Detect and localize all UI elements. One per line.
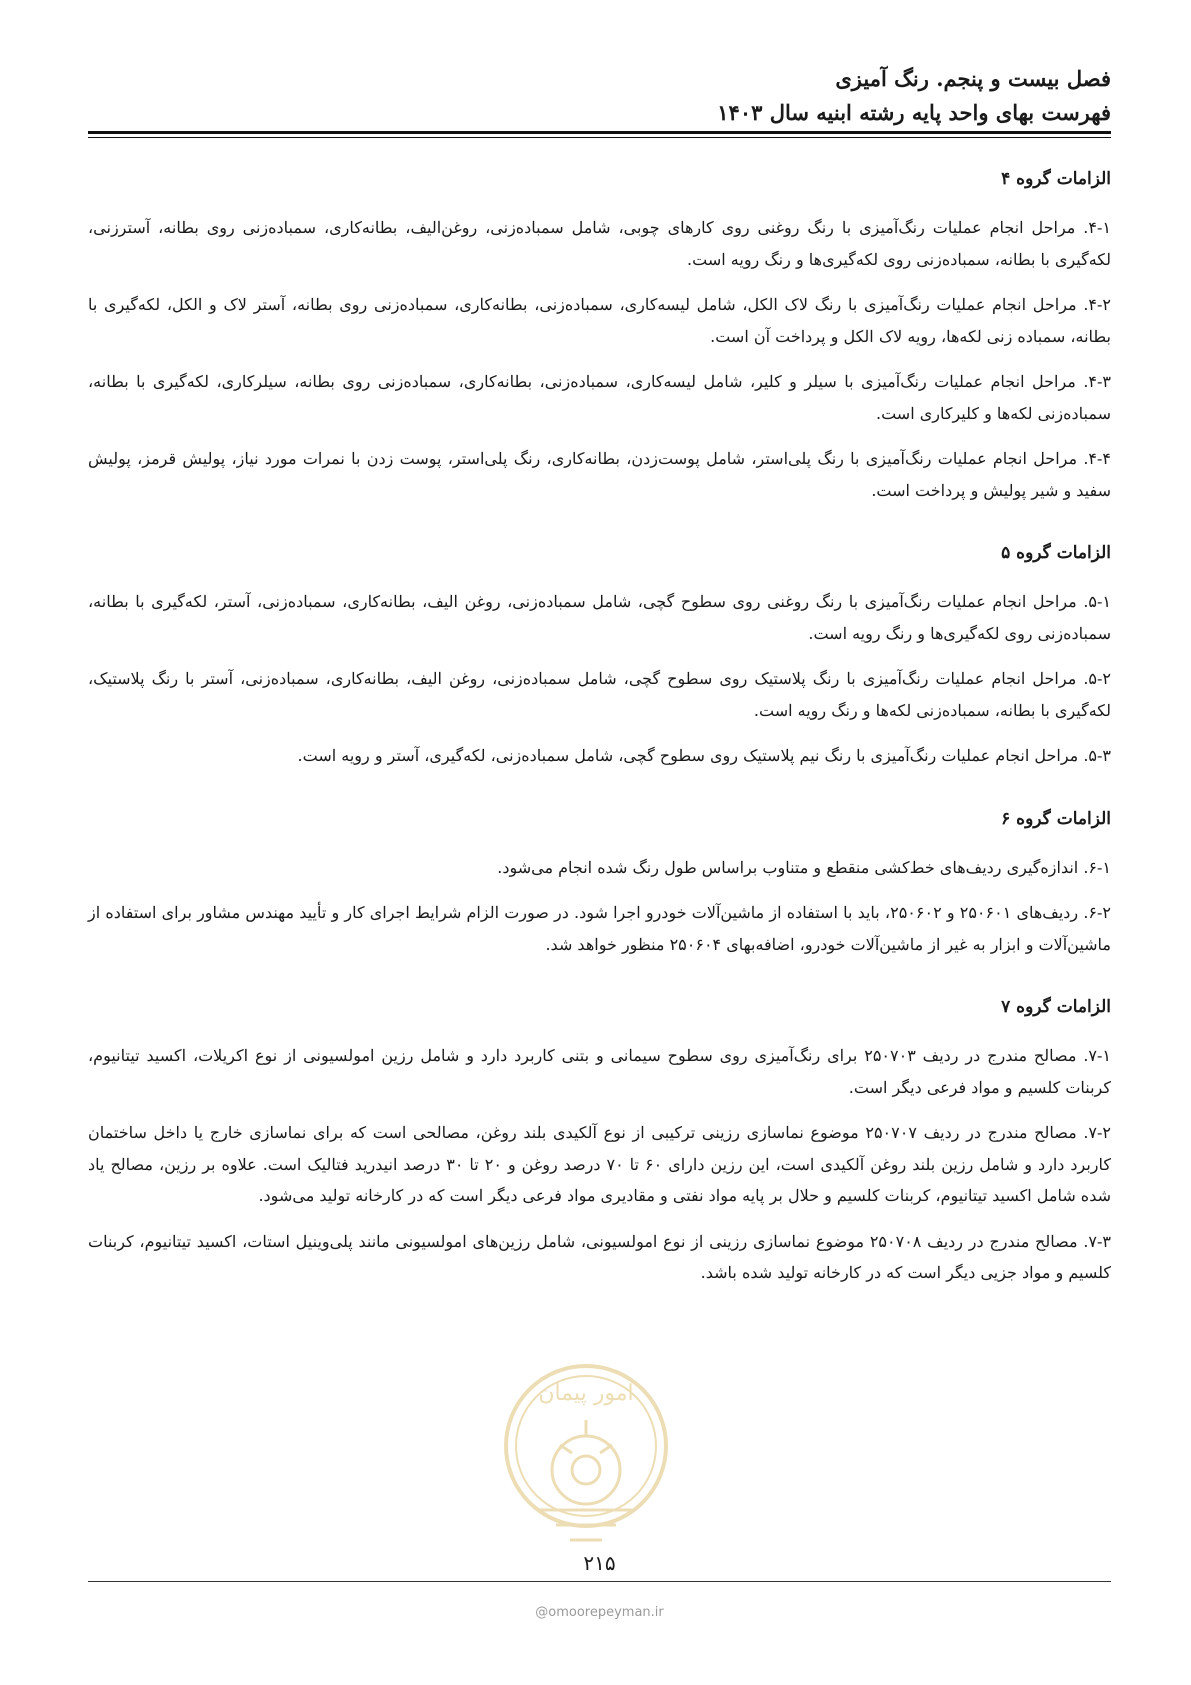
chapter-title: فصل بیست و پنجم. رنگ آمیزی xyxy=(835,66,1111,91)
section-title: الزامات گروه ۷ xyxy=(1001,997,1111,1017)
header-rule-thick xyxy=(88,131,1111,134)
section-title: الزامات گروه ۵ xyxy=(1001,543,1111,563)
paragraph: ۷-۱. مصالح مندرج در ردیف ۲۵۰۷۰۳ برای رنگ‌آمیزی روی سطوح سیمانی و بتنی کاربرد دارد و شامل رزین امولسیونی از نوع اکریلات، اکسید تیتانیوم، کربنات کلسیم و مواد فرعی دیگر است. xyxy=(88,1046,1111,1097)
paragraph: ۴-۲. مراحل انجام عملیات رنگ‌آمیزی با رنگ لاک الکل، شامل لیسه‌کاری، سمباده‌زنی، بطانه‌کاری، سمباده‌زنی روی بطانه، آستر لاک و الکل، لکه‌گیری با بطانه، سمباده زنی لکه‌ها، رویه لاک الکل و پرداخت آن است. xyxy=(88,295,1111,346)
section-group-5 xyxy=(88,540,1111,772)
paragraph: ۵-۱. مراحل انجام عملیات رنگ‌آمیزی با رنگ روغنی روی سطوح گچی، شامل سمباده‌زنی، روغن الیف، بطانه‌کاری، سمباده‌زنی، آستر، لکه‌گیری با بطانه، سمباده‌زنی روی لکه‌گیری‌ها و رنگ رویه است. xyxy=(88,592,1111,643)
main-content xyxy=(88,166,1111,1323)
footer-rule xyxy=(88,1581,1111,1582)
paragraph: ۴-۴. مراحل انجام عملیات رنگ‌آمیزی با رنگ پلی‌استر، شامل پوست‌زدن، بطانه‌کاری، رنگ پلی‌استر، پوست زدن با نمرات مورد نیاز، پولیش قرمز، پولیش سفید و شیر پولیش و پرداخت است. xyxy=(88,449,1112,500)
paragraph: ۷-۳. مصالح مندرج در ردیف ۲۵۰۷۰۸ موضوع نماسازی رزینی از نوع امولسیونی، شامل رزین‌های امولسیونی مانند پلی‌وینیل استات، اکسید تیتانیوم، کربنات کلسیم و مواد جزیی دیگر است که در کارخانه تولید شده باشد. xyxy=(88,1231,1112,1282)
section-group-6 xyxy=(88,806,1111,961)
paragraph: ۵-۳. مراحل انجام عملیات رنگ‌آمیزی با رنگ نیم پلاستیک روی سطوح گچی، شامل سمباده‌زنی، لکه‌گیری، آستر و رویه است. xyxy=(297,746,1111,765)
page-header xyxy=(88,62,1111,130)
section-group-4 xyxy=(88,166,1111,506)
paragraph: ۵-۲. مراحل انجام عملیات رنگ‌آمیزی با رنگ پلاستیک روی سطوح گچی، شامل سمباده‌زنی، روغن الیف، بطانه‌کاری، سمباده‌زنی، آستر با رنگ پلاستیک، لکه‌گیری با بطانه، سمباده‌زنی لکه‌ها و رنگ رویه است. xyxy=(88,669,1111,720)
paragraph: ۶-۱. اندازه‌گیری ردیف‌های خط‌کشی منقطع و متناوب براساس طول رنگ شده انجام می‌شود. xyxy=(497,857,1111,877)
svg-text:امور پیمان: امور پیمان xyxy=(538,1381,634,1406)
page-number: ۲۱۵ xyxy=(583,1551,616,1575)
paragraph: ۴-۱. مراحل انجام عملیات رنگ‌آمیزی با رنگ روغنی روی کارهای چوبی، شامل سمباده‌زنی، روغن‌الیف، بطانه‌کاری، سمباده‌زنی روی بطانه، آسترزنی، لکه‌گیری با بطانه، سمباده‌زنی روی لکه‌گیری‌ها و رنگ رویه است. xyxy=(88,218,1111,269)
footer-website: @omoorepeyman.ir xyxy=(535,1605,664,1620)
document-page xyxy=(88,0,1111,1685)
document-subtitle: فهرست بهای واحد پایه رشته ابنیه سال ۱۴۰۳ xyxy=(717,100,1111,125)
section-title: الزامات گروه ۴ xyxy=(1001,169,1111,189)
paragraph: ۶-۲. ردیف‌های ۲۵۰۶۰۱ و ۲۵۰۶۰۲، باید با استفاده از ماشین‌آلات خودرو اجرا شود. در صورت الزام شرایط اجرای کار و تأیید مهندس مشاور برای استفاده از ماشین‌آلات و ابزار به غیر از ماشین‌آلات خودرو، اضافه‌بهای ۲۵۰۶۰۴ منظور خواهد شد. xyxy=(88,903,1111,954)
paragraph: ۷-۲. مصالح مندرج در ردیف ۲۵۰۷۰۷ موضوع نماسازی رزینی ترکیبی از نوع آلکیدی بلند روغن، مصالحی است که برای نماسازی خارج یا داخل ساختمان کاربرد دارد و شامل رزین بلند روغن آلکیدی است، این رزین دارای ۶۰ تا ۷۰ درصد روغن و ۲۰ تا ۳۰ درصد انیدرید فتالیک است. علاوه بر رزین، مصالح یاد شده شامل اکسید تیتانیوم، کربنات کلسیم و حلال بر پایه مواد نفتی و مقادیری مواد فرعی دیگر است که در کارخانه تولید می‌شود. xyxy=(88,1123,1112,1205)
section-title: الزامات گروه ۶ xyxy=(1001,808,1111,829)
paragraph: ۴-۳. مراحل انجام عملیات رنگ‌آمیزی با سیلر و کلیر، شامل لیسه‌کاری، سمباده‌زنی، بطانه‌کاری، سمباده‌زنی روی بطانه، سیلرکاری، لکه‌گیری با بطانه، سمباده‌زنی لکه‌ها و کلیرکاری است. xyxy=(88,372,1111,423)
section-group-7 xyxy=(88,994,1111,1289)
header-rule-thin xyxy=(88,137,1111,138)
